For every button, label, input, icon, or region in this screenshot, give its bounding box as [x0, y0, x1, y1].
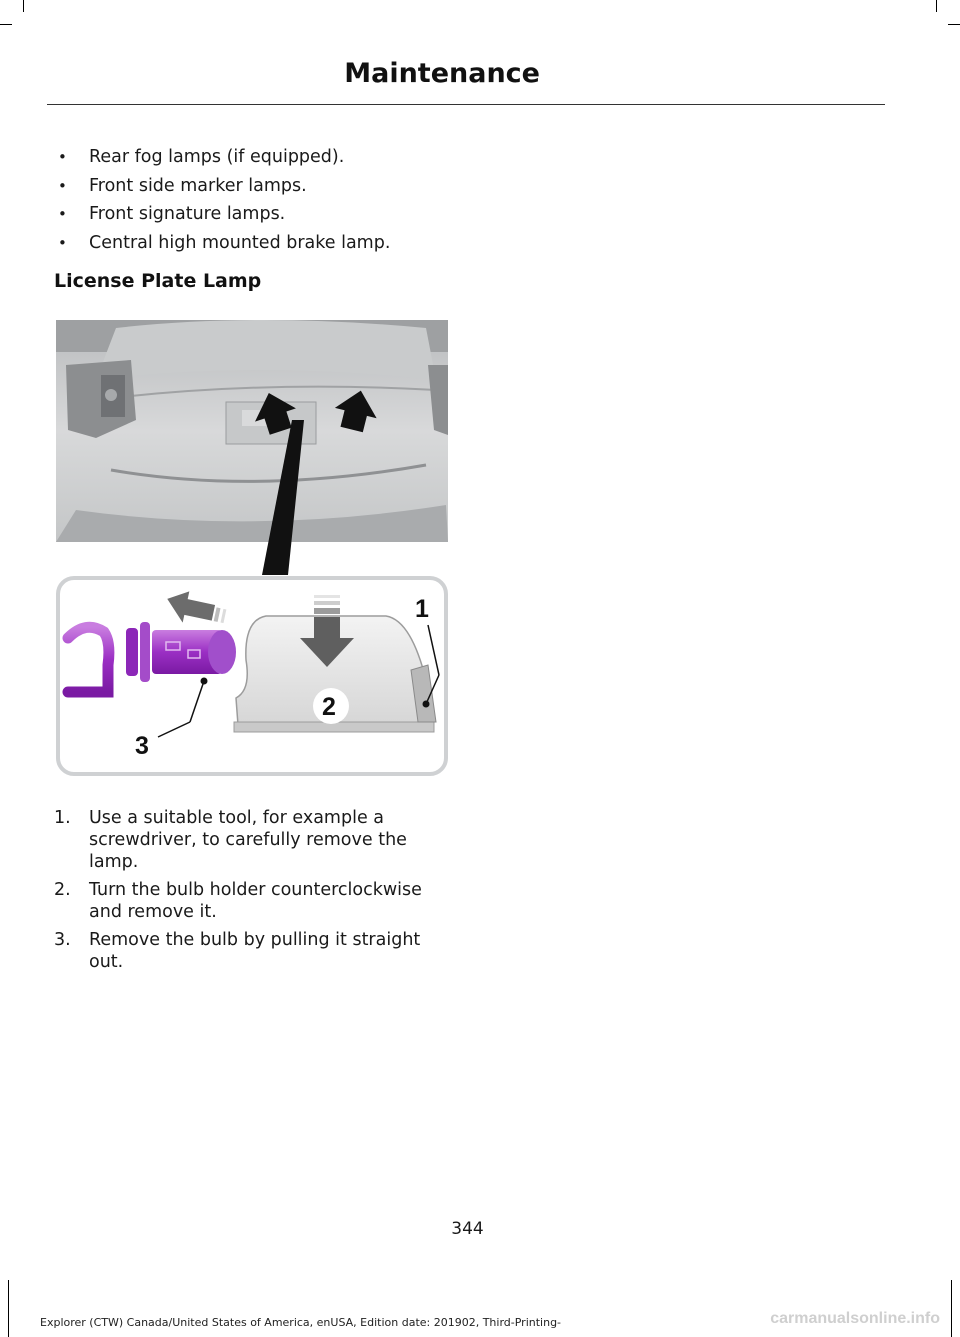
list-item: • Front signature lamps. [54, 203, 454, 225]
header-rule [47, 104, 885, 105]
step-number: 2. [54, 880, 71, 900]
step-list [54, 807, 454, 979]
vehicle-rear-view [56, 320, 448, 575]
crop-mark [948, 24, 960, 25]
step-number: 3. [54, 930, 71, 950]
list-item [54, 807, 454, 873]
list-item: • Front side marker lamps. [54, 175, 454, 197]
footer-edition: Explorer (CTW) Canada/United States of America, enUSA, Edition date: 201902, Third-Printing- [40, 1316, 562, 1329]
list-item [54, 929, 454, 973]
step-text: Use a suitable tool, for example a screwdriver, to carefully remove the lamp. [89, 808, 407, 872]
page-title: Maintenance [344, 58, 540, 89]
crop-mark [936, 0, 937, 12]
list-item: • Rear fog lamps (if equipped). [54, 146, 454, 168]
step-text: Remove the bulb by pulling it straight out. [89, 930, 421, 972]
callout-3: 3 [135, 732, 149, 760]
watermark: carmanualsonline.info [770, 1310, 940, 1327]
list-item: • Central high mounted brake lamp. [54, 232, 454, 254]
crop-mark [8, 1280, 9, 1337]
section-title: License Plate Lamp [54, 270, 262, 292]
callout-1: 1 [415, 595, 429, 623]
lamp-detail-panel [58, 578, 446, 774]
bullet-list [54, 146, 454, 260]
callout-2: 2 [322, 693, 336, 721]
step-text: Turn the bulb holder counterclockwise and remove it. [89, 880, 422, 922]
page-number: 344 [451, 1219, 484, 1239]
crop-mark [23, 0, 24, 12]
license-plate-lamp-illustration [56, 320, 448, 778]
list-item [54, 879, 454, 923]
step-number: 1. [54, 808, 71, 828]
crop-mark [0, 24, 12, 25]
crop-mark [951, 1280, 952, 1337]
